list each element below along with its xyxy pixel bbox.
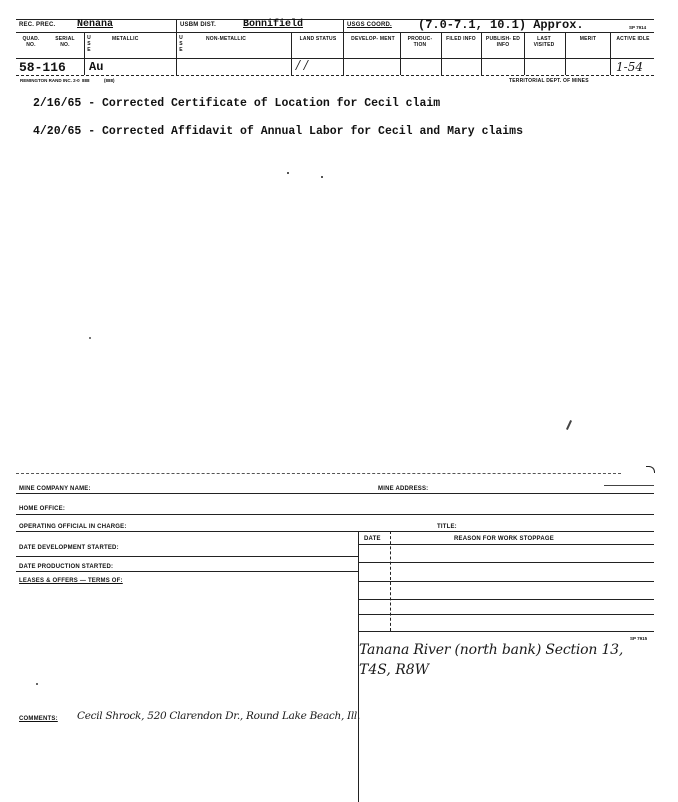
col-serial-no: SERIAL NO.: [55, 36, 75, 48]
home-office-label: HOME OFFICE:: [19, 506, 66, 512]
scan-speck: [89, 337, 91, 339]
record-serial: 58-116: [19, 60, 66, 75]
col-quad-no: QUAD. NO.: [22, 36, 40, 48]
form-number-2: SP 7915: [630, 636, 648, 641]
scan-speck: [287, 172, 289, 174]
note-2: 4/20/65 - Corrected Affidavit of Annual Labor for Cecil and Mary claims: [33, 125, 523, 138]
comments-label: COMMENTS:: [19, 716, 58, 722]
location-hand-line2: T4S, R8W: [359, 662, 430, 678]
col-land-status: LAND STATUS: [299, 36, 337, 42]
usgs-coord-label: USGS COORD.: [347, 22, 392, 28]
location-hand-line1: Tanana River (north bank) Section 13,: [359, 642, 624, 658]
corner-mark: [646, 466, 655, 473]
col-metallic: METALLIC: [112, 36, 139, 42]
printer-line: REMINGTON RAND INC. 2-0: [20, 78, 80, 83]
col-filed-info: FILED INFO: [446, 36, 476, 42]
mine-address-label: MINE ADDRESS:: [378, 486, 429, 492]
use-letters-non-metallic: U S E: [179, 35, 183, 53]
record-metallic: Au: [89, 60, 104, 74]
comments-hand: Cecil Shrock, 520 Clarendon Dr., Round Lake Beach, Ill.: [77, 710, 361, 722]
record-active-idle-mark: 1-54: [616, 60, 643, 74]
col-development: DEVELOP- MENT: [351, 36, 395, 42]
scan-speck: [36, 683, 38, 685]
use-letters-metallic: U S E: [87, 35, 91, 53]
col-non-metallic: NON-METALLIC: [206, 36, 247, 42]
reason-col-label: REASON FOR WORK STOPPAGE: [454, 536, 554, 542]
leases-offers-label: LEASES & OFFERS — TERMS OF:: [19, 578, 123, 584]
note-1: 2/16/65 - Corrected Certificate of Location for Cecil claim: [33, 97, 441, 110]
record-land-status-mark: / /: [296, 58, 308, 72]
printer-code-1: 888: [82, 78, 90, 83]
date-development-started-label: DATE DEVELOPMENT STARTED:: [19, 545, 119, 551]
col-active-idle: ACTIVE IDLE: [616, 36, 650, 42]
col-merit: MERIT: [579, 36, 597, 42]
mine-company-name-label: MINE COMPANY NAME:: [19, 486, 91, 492]
agency-name: TERRITORIAL DEPT. OF MINES: [509, 78, 589, 84]
usbm-dist-value: Bonnifield: [243, 19, 304, 30]
rec-prec-label: REC. PREC.: [19, 22, 56, 28]
col-production: PRODUC- TION: [407, 36, 433, 48]
rec-prec-value: Nenana: [77, 19, 114, 30]
date-production-started-label: DATE PRODUCTION STARTED:: [19, 564, 114, 570]
title-label: TITLE:: [437, 524, 457, 530]
date-col-label: DATE: [364, 536, 381, 542]
col-last-visited: LAST VISITED: [533, 36, 555, 48]
form-number: SP 7914: [629, 25, 647, 30]
operating-official-label: OPERATING OFFICIAL IN CHARGE:: [19, 524, 127, 530]
scan-speck: [566, 420, 572, 430]
usbm-dist-label: USBM DIST.: [180, 22, 217, 28]
printer-code-2: (888): [104, 78, 115, 83]
col-published-info: PUBLISH- ED INFO: [485, 36, 521, 48]
usgs-coord-value: (7.0-7.1, 10.1) Approx.: [418, 18, 584, 32]
scan-speck: [321, 176, 323, 178]
